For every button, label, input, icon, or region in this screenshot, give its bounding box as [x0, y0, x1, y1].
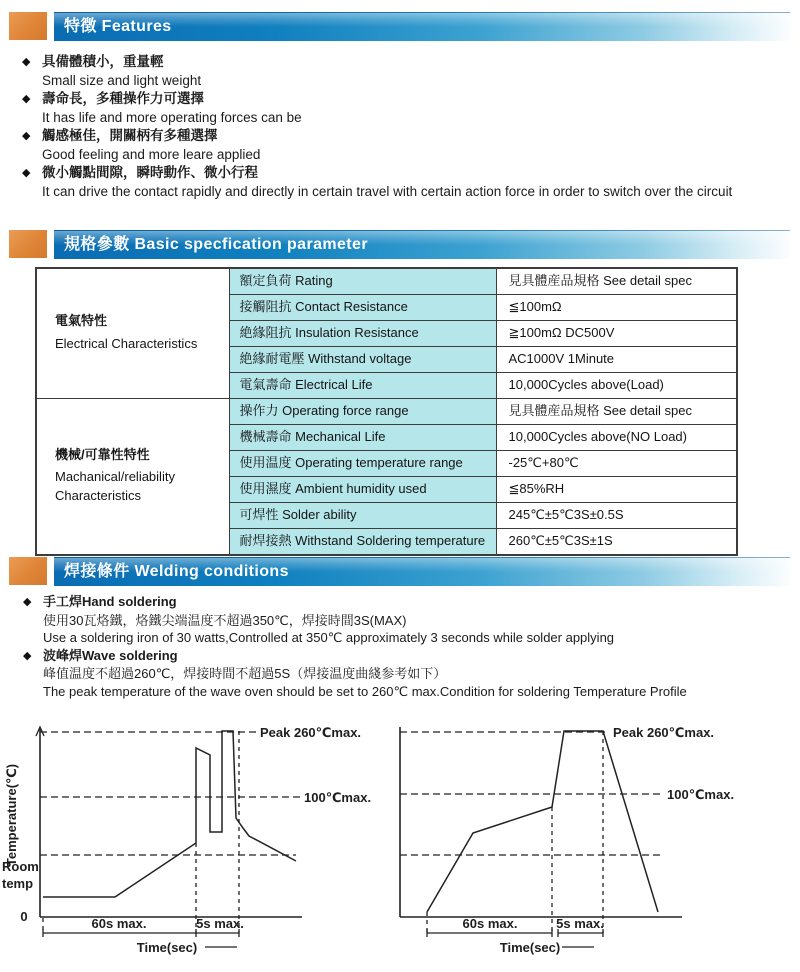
feature-text-en: Good feeling and more leare applied — [42, 146, 261, 162]
value-cell: 見具體産品規格 See detail spec — [496, 268, 737, 295]
orange-accent-block — [9, 557, 47, 585]
diamond-bullet-icon: ◆ — [22, 93, 31, 105]
x-axis-label: Time(sec) — [499, 940, 561, 955]
x-axis-label: Time(sec) — [136, 940, 198, 955]
welding-text-en: The peak temperature of the wave oven should be set to 260℃ max.Condition for soldering Temperature Profile — [43, 683, 687, 699]
welding-title-text: 波峰焊Wave soldering — [43, 647, 178, 663]
value-cell: ≧100mΩ DC500V — [496, 321, 737, 347]
group-label-en: Machanical/reliability — [55, 469, 175, 485]
interval-label-60s: 60s max. — [91, 916, 147, 931]
feature-text-zh: 具備體積小，重量輕 — [42, 54, 164, 69]
ref-label-100: 100℃max. — [667, 787, 735, 802]
table-row — [36, 268, 737, 295]
value-cell: 260℃±5℃3S±1S — [496, 529, 737, 556]
diamond-bullet-icon: ◆ — [22, 130, 31, 142]
welding-title: 焊接條件 Welding conditions — [64, 563, 289, 580]
table-row — [36, 399, 737, 425]
features-list — [22, 53, 732, 201]
features-header-bar — [54, 12, 790, 41]
ref-label-peak: Peak 260℃max. — [260, 725, 362, 740]
interval-label-5s: 5s max. — [196, 916, 244, 931]
room-temp-label: temp — [2, 876, 34, 891]
welding-list — [23, 593, 687, 700]
group-label-en: Characteristics — [55, 488, 141, 504]
param-cell: 機械壽命 Mechanical Life — [229, 425, 496, 451]
param-cell: 電氣壽命 Electrical Life — [229, 373, 496, 399]
ref-label-100: 100℃max. — [304, 790, 372, 805]
diamond-bullet-icon: ◆ — [23, 649, 32, 662]
soldering-temperature-profile-left — [0, 715, 400, 972]
feature-text-en: It has life and more operating forces can be — [42, 109, 302, 125]
temperature-profile-curve — [43, 731, 296, 897]
welding-header-bar — [54, 557, 790, 586]
diamond-bullet-icon: ◆ — [22, 56, 31, 68]
feature-item — [22, 164, 732, 183]
ref-label-peak: Peak 260℃max. — [613, 725, 715, 740]
soldering-temperature-profile-right — [380, 715, 800, 972]
param-cell: 可焊性 Solder ability — [229, 503, 496, 529]
temperature-profile-curve — [427, 731, 658, 912]
welding-text-zh: 峰值温度不超過260℃，焊接時間不超過5S（焊接温度曲綫参考如下） — [43, 666, 447, 682]
feature-item — [22, 90, 732, 109]
y-axis-label: Temperature(℃) — [4, 763, 19, 867]
origin-label: 0 — [20, 909, 28, 924]
welding-item — [23, 647, 687, 666]
welding-text-zh: 使用30瓦烙鐵，烙鐵尖端温度不超過350℃，焊接時間3S(MAX) — [43, 612, 407, 628]
orange-accent-block — [9, 230, 47, 258]
welding-item — [23, 593, 687, 612]
feature-text-en: Small size and light weight — [42, 72, 202, 88]
specs-header-bar — [54, 230, 790, 259]
feature-text-zh: 微小觸點間隙，瞬時動作、微小行程 — [42, 165, 258, 180]
group-label-cell — [36, 399, 229, 556]
param-cell: 接觸阻抗 Contact Resistance — [229, 295, 496, 321]
welding-text-en: Use a soldering iron of 30 watts,Controlled at 350℃ approximately 3 seconds while solder applying — [43, 630, 615, 646]
value-cell: -25℃+80℃ — [496, 451, 737, 477]
room-temp-label: Room — [2, 859, 39, 874]
feature-item — [22, 127, 732, 146]
orange-accent-block — [9, 12, 47, 40]
param-cell: 額定負荷 Rating — [229, 268, 496, 295]
section-header-features — [0, 12, 800, 40]
value-cell: 10,000Cycles above(NO Load) — [496, 425, 737, 451]
param-cell: 使用温度 Operating temperature range — [229, 451, 496, 477]
param-cell: 絶緣阻抗 Insulation Resistance — [229, 321, 496, 347]
diamond-bullet-icon: ◆ — [23, 596, 32, 608]
spec-table — [35, 267, 738, 556]
group-label-cell — [36, 268, 229, 399]
group-label-zh: 機械/可靠性特性 — [55, 446, 150, 462]
group-label-en: Electrical Characteristics — [55, 335, 198, 351]
value-cell: ≦85%RH — [496, 477, 737, 503]
section-header-welding — [0, 557, 800, 585]
param-cell: 絶緣耐電壓 Withstand voltage — [229, 347, 496, 373]
feature-text-zh: 壽命長，多種操作力可選擇 — [42, 91, 204, 106]
value-cell: ≦100mΩ — [496, 295, 737, 321]
interval-label-5s: 5s max. — [556, 916, 604, 931]
feature-text-en: It can drive the contact rapidly and directly in certain travel with certain action force in order to switch over the circuit — [42, 183, 733, 199]
value-cell: 見具體産品規格 See detail spec — [496, 399, 737, 425]
specs-title: 規格參數 Basic specfication parameter — [64, 236, 368, 253]
diamond-bullet-icon: ◆ — [22, 167, 31, 179]
value-cell: AC1000V 1Minute — [496, 347, 737, 373]
section-header-specs — [0, 230, 800, 258]
param-cell: 耐焊接熱 Withstand Soldering temperature — [229, 529, 496, 556]
welding-title-text: 手工焊Hand soldering — [43, 594, 177, 609]
param-cell: 操作力 Operating force range — [229, 399, 496, 425]
feature-text-zh: 觸感極佳，開關柄有多種選擇 — [42, 128, 218, 143]
value-cell: 10,000Cycles above(Load) — [496, 373, 737, 399]
value-cell: 245℃±5℃3S±0.5S — [496, 503, 737, 529]
param-cell: 使用濕度 Ambient humidity used — [229, 477, 496, 503]
spec-table-body — [36, 268, 737, 555]
features-title: 特徴 Features — [64, 18, 172, 35]
group-label-zh: 電氣特性 — [55, 313, 108, 329]
interval-label-60s: 60s max. — [462, 916, 518, 931]
feature-item — [22, 53, 732, 72]
